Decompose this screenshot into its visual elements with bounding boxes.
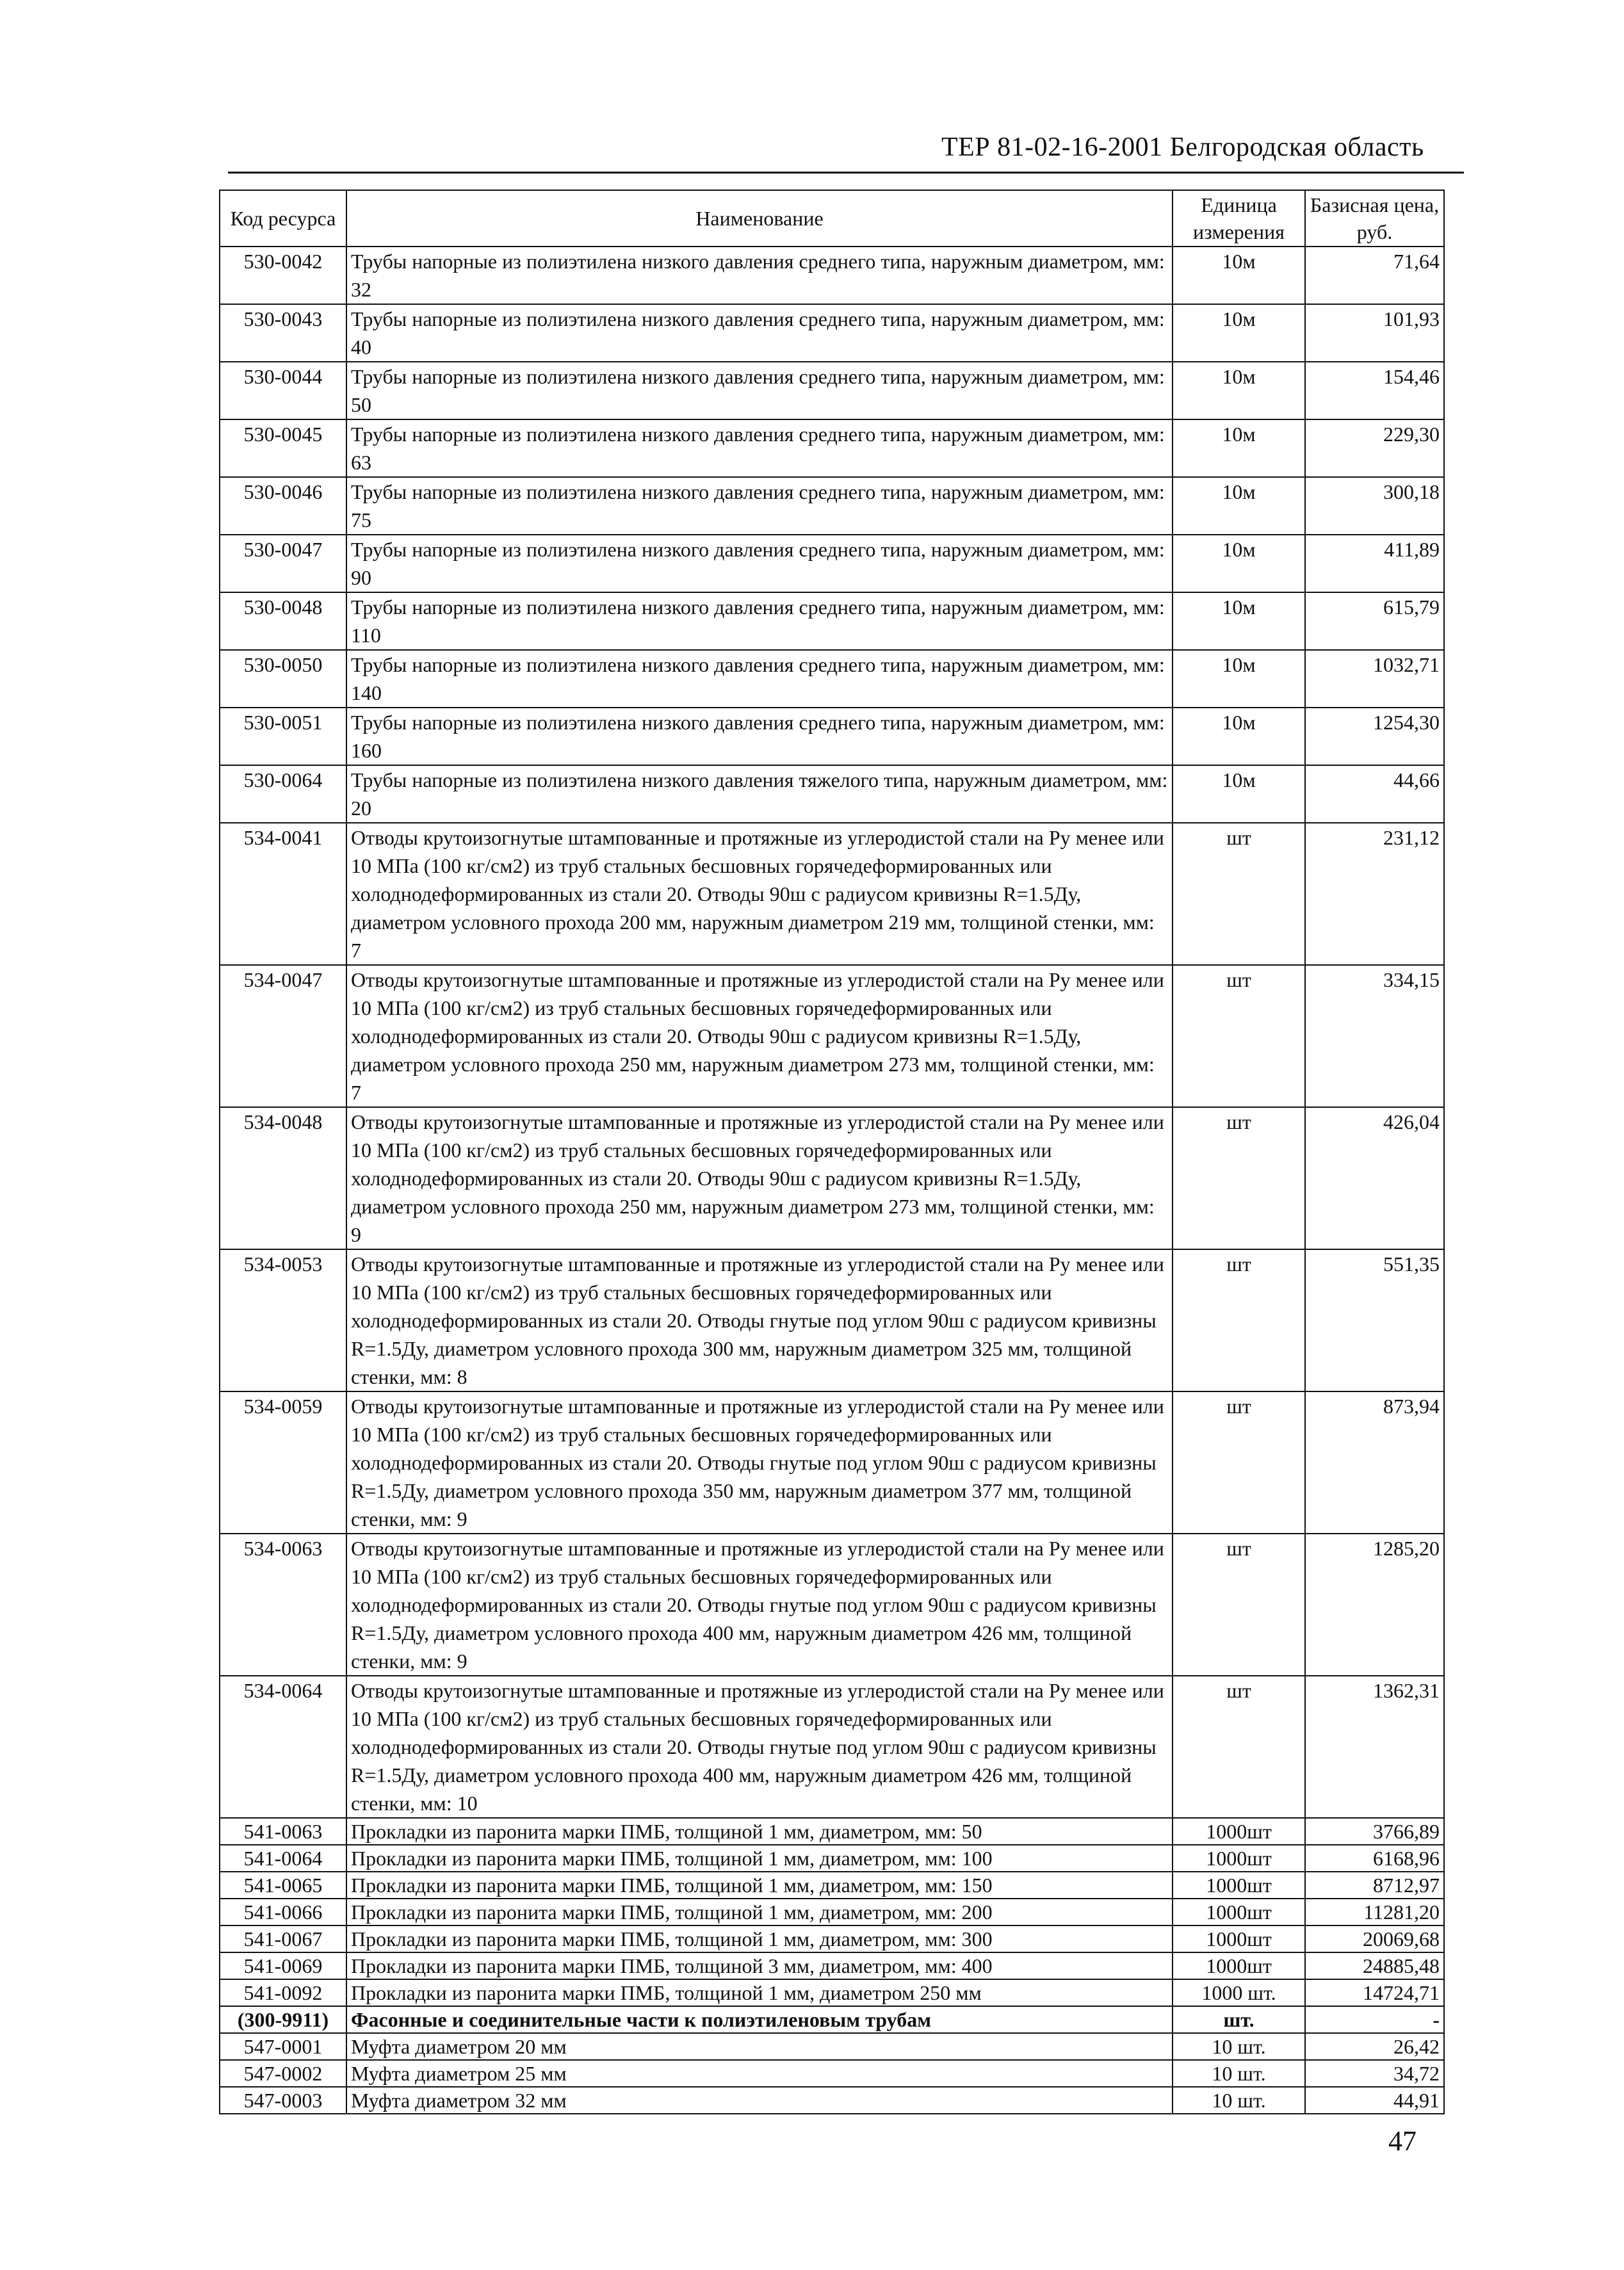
page-number: 47 [1388, 2125, 1417, 2157]
cell-price: 71,64 [1305, 247, 1444, 304]
cell-code: 530-0045 [220, 419, 346, 477]
table-row [220, 247, 1444, 304]
cell-unit: шт [1173, 1391, 1305, 1534]
cell-unit: 10м [1173, 708, 1305, 765]
cell-price: 1285,20 [1305, 1534, 1444, 1676]
table-row [220, 1979, 1444, 2006]
table-header-row [220, 190, 1444, 247]
cell-unit: шт [1173, 1249, 1305, 1391]
cell-price: 1362,31 [1305, 1676, 1444, 1818]
header-divider [228, 172, 1464, 174]
cell-name: Отводы крутоизогнутые штампованные и протяжные из углеродистой стали на Ру менее или 10 МПа (100 кг/см2) из труб стальных бесшовных горячедеформированных или холоднодеформированных из стали 20. Отводы гнутые под углом 90ш с радиусом кривизны R=1.5Ду, диаметром условного прохода 350 мм, наружным диаметром 377 мм, толщиной стенки, мм: 9 [346, 1391, 1173, 1534]
cell-unit: 1000шт [1173, 1899, 1305, 1925]
cell-code: 530-0048 [220, 592, 346, 650]
cell-price: 300,18 [1305, 477, 1444, 535]
cell-unit: 1000 шт. [1173, 1979, 1305, 2006]
column-header-code: Код ресурса [220, 190, 346, 247]
cell-unit: шт [1173, 1676, 1305, 1818]
cell-name: Муфта диаметром 25 мм [346, 2060, 1173, 2087]
cell-code: 541-0069 [220, 1952, 346, 1979]
cell-unit: 10м [1173, 592, 1305, 650]
table-row [220, 2033, 1444, 2060]
cell-name: Отводы крутоизогнутые штампованные и протяжные из углеродистой стали на Ру менее или 10 МПа (100 кг/см2) из труб стальных бесшовных горячедеформированных или холоднодеформированных из стали 20. Отводы 90ш с радиусом кривизны R=1.5Ду, диаметром условного прохода 200 мм, наружным диаметром 219 мм, толщиной стенки, мм: 7 [346, 823, 1173, 965]
table-row [220, 1391, 1444, 1534]
cell-code: 530-0046 [220, 477, 346, 535]
document-header-title: ТЕР 81-02-16-2001 Белгородская область [941, 133, 1424, 162]
cell-code: 534-0059 [220, 1391, 346, 1534]
cell-price: 6168,96 [1305, 1845, 1444, 1872]
cell-unit: 10 шт. [1173, 2087, 1305, 2114]
cell-name: Прокладки из паронита марки ПМБ, толщиной 1 мм, диаметром 250 мм [346, 1979, 1173, 2006]
cell-name: Отводы крутоизогнутые штампованные и протяжные из углеродистой стали на Ру менее или 10 МПа (100 кг/см2) из труб стальных бесшовных горячедеформированных или холоднодеформированных из стали 20. Отводы гнутые под углом 90ш с радиусом кривизны R=1.5Ду, диаметром условного прохода 400 мм, наружным диаметром 426 мм, толщиной стенки, мм: 9 [346, 1534, 1173, 1676]
cell-name: Прокладки из паронита марки ПМБ, толщиной 1 мм, диаметром, мм: 50 [346, 1818, 1173, 1845]
cell-name: Трубы напорные из полиэтилена низкого давления среднего типа, наружным диаметром, мм: 63 [346, 419, 1173, 477]
cell-name: Прокладки из паронита марки ПМБ, толщиной 1 мм, диаметром, мм: 100 [346, 1845, 1173, 1872]
cell-code: 530-0050 [220, 650, 346, 708]
cell-code: 530-0042 [220, 247, 346, 304]
cell-price: 411,89 [1305, 535, 1444, 592]
cell-code: 541-0067 [220, 1925, 346, 1952]
cell-price: 231,12 [1305, 823, 1444, 965]
cell-price: 34,72 [1305, 2060, 1444, 2087]
cell-unit: 10м [1173, 419, 1305, 477]
cell-price: 20069,68 [1305, 1925, 1444, 1952]
cell-price: 44,66 [1305, 765, 1444, 823]
cell-price: 334,15 [1305, 965, 1444, 1107]
cell-unit: 10 шт. [1173, 2060, 1305, 2087]
cell-name: Трубы напорные из полиэтилена низкого давления среднего типа, наружным диаметром, мм: 40 [346, 304, 1173, 362]
cell-name: Трубы напорные из полиэтилена низкого давления среднего типа, наружным диаметром, мм: 140 [346, 650, 1173, 708]
cell-price: 24885,48 [1305, 1952, 1444, 1979]
table-row [220, 823, 1444, 965]
cell-name: Трубы напорные из полиэтилена низкого давления среднего типа, наружным диаметром, мм: 75 [346, 477, 1173, 535]
cell-code: 530-0051 [220, 708, 346, 765]
cell-code: 547-0002 [220, 2060, 346, 2087]
cell-name: Трубы напорные из полиэтилена низкого давления среднего типа, наружным диаметром, мм: 110 [346, 592, 1173, 650]
cell-name: Отводы крутоизогнутые штампованные и протяжные из углеродистой стали на Ру менее или 10 МПа (100 кг/см2) из труб стальных бесшовных горячедеформированных или холоднодеформированных из стали 20. Отводы 90ш с радиусом кривизны R=1.5Ду, диаметром условного прохода 250 мм, наружным диаметром 273 мм, толщиной стенки, мм: 7 [346, 965, 1173, 1107]
table-row [220, 362, 1444, 419]
cell-price: 229,30 [1305, 419, 1444, 477]
cell-price: 8712,97 [1305, 1872, 1444, 1899]
cell-code: 541-0065 [220, 1872, 346, 1899]
cell-code: 530-0047 [220, 535, 346, 592]
table-row [220, 2087, 1444, 2114]
cell-unit: 10м [1173, 362, 1305, 419]
cell-code: 534-0041 [220, 823, 346, 965]
cell-name: Отводы крутоизогнутые штампованные и протяжные из углеродистой стали на Ру менее или 10 МПа (100 кг/см2) из труб стальных бесшовных горячедеформированных или холоднодеформированных из стали 20. Отводы гнутые под углом 90ш с радиусом кривизны R=1.5Ду, диаметром условного прохода 300 мм, наружным диаметром 325 мм, толщиной стенки, мм: 8 [346, 1249, 1173, 1391]
cell-unit: 10м [1173, 765, 1305, 823]
resource-price-table [219, 190, 1445, 2114]
table-row [220, 1845, 1444, 1872]
cell-price: 101,93 [1305, 304, 1444, 362]
cell-unit: 10м [1173, 650, 1305, 708]
cell-unit: шт. [1173, 2006, 1305, 2033]
cell-name: Прокладки из паронита марки ПМБ, толщиной 1 мм, диаметром, мм: 300 [346, 1925, 1173, 1952]
cell-name: Муфта диаметром 20 мм [346, 2033, 1173, 2060]
cell-unit: 1000шт [1173, 1845, 1305, 1872]
table-row [220, 304, 1444, 362]
cell-code: 541-0064 [220, 1845, 346, 1872]
cell-code: 541-0066 [220, 1899, 346, 1925]
table-body [220, 247, 1444, 2114]
cell-code: 541-0092 [220, 1979, 346, 2006]
table-row [220, 1872, 1444, 1899]
table-row [220, 650, 1444, 708]
cell-name: Трубы напорные из полиэтилена низкого давления среднего типа, наружным диаметром, мм: 50 [346, 362, 1173, 419]
table-row [220, 419, 1444, 477]
cell-price: 154,46 [1305, 362, 1444, 419]
cell-name: Трубы напорные из полиэтилена низкого давления тяжелого типа, наружным диаметром, мм: 20 [346, 765, 1173, 823]
table-row [220, 1107, 1444, 1249]
cell-code: 534-0064 [220, 1676, 346, 1818]
column-header-name: Наименование [346, 190, 1173, 247]
cell-name: Фасонные и соединительные части к полиэтиленовым трубам [346, 2006, 1173, 2033]
table-row [220, 1249, 1444, 1391]
cell-unit: 1000шт [1173, 1818, 1305, 1845]
cell-code: 547-0001 [220, 2033, 346, 2060]
cell-price: 1254,30 [1305, 708, 1444, 765]
table-row [220, 535, 1444, 592]
cell-code: 534-0048 [220, 1107, 346, 1249]
cell-code: 541-0063 [220, 1818, 346, 1845]
cell-price: 14724,71 [1305, 1979, 1444, 2006]
table-row [220, 765, 1444, 823]
cell-code: 534-0063 [220, 1534, 346, 1676]
cell-name: Муфта диаметром 32 мм [346, 2087, 1173, 2114]
table-row [220, 477, 1444, 535]
cell-price: 1032,71 [1305, 650, 1444, 708]
cell-code: 530-0064 [220, 765, 346, 823]
cell-unit: шт [1173, 965, 1305, 1107]
cell-price: 3766,89 [1305, 1818, 1444, 1845]
cell-price: 426,04 [1305, 1107, 1444, 1249]
cell-code: 534-0053 [220, 1249, 346, 1391]
section-row [220, 2006, 1444, 2033]
table-row [220, 1952, 1444, 1979]
cell-unit: 1000шт [1173, 1952, 1305, 1979]
cell-unit: 10 шт. [1173, 2033, 1305, 2060]
table-row [220, 965, 1444, 1107]
table-row [220, 592, 1444, 650]
cell-unit: шт [1173, 1107, 1305, 1249]
cell-price: 26,42 [1305, 2033, 1444, 2060]
cell-price: 615,79 [1305, 592, 1444, 650]
cell-code: 534-0047 [220, 965, 346, 1107]
cell-price: - [1305, 2006, 1444, 2033]
cell-price: 873,94 [1305, 1391, 1444, 1534]
cell-name: Прокладки из паронита марки ПМБ, толщиной 1 мм, диаметром, мм: 200 [346, 1899, 1173, 1925]
cell-code: (300-9911) [220, 2006, 346, 2033]
cell-unit: 1000шт [1173, 1925, 1305, 1952]
cell-price: 551,35 [1305, 1249, 1444, 1391]
column-header-unit: Единица измерения [1173, 190, 1305, 247]
cell-unit: 10м [1173, 247, 1305, 304]
cell-name: Отводы крутоизогнутые штампованные и протяжные из углеродистой стали на Ру менее или 10 МПа (100 кг/см2) из труб стальных бесшовных горячедеформированных или холоднодеформированных из стали 20. Отводы 90ш с радиусом кривизны R=1.5Ду, диаметром условного прохода 250 мм, наружным диаметром 273 мм, толщиной стенки, мм: 9 [346, 1107, 1173, 1249]
cell-name: Трубы напорные из полиэтилена низкого давления среднего типа, наружным диаметром, мм: 90 [346, 535, 1173, 592]
cell-unit: 1000шт [1173, 1872, 1305, 1899]
table-row [220, 1676, 1444, 1818]
column-header-price: Базисная цена, руб. [1305, 190, 1444, 247]
cell-name: Отводы крутоизогнутые штампованные и протяжные из углеродистой стали на Ру менее или 10 МПа (100 кг/см2) из труб стальных бесшовных горячедеформированных или холоднодеформированных из стали 20. Отводы гнутые под углом 90ш с радиусом кривизны R=1.5Ду, диаметром условного прохода 400 мм, наружным диаметром 426 мм, толщиной стенки, мм: 10 [346, 1676, 1173, 1818]
cell-unit: 10м [1173, 304, 1305, 362]
table-row [220, 1925, 1444, 1952]
cell-price: 44,91 [1305, 2087, 1444, 2114]
table-row [220, 2060, 1444, 2087]
cell-name: Трубы напорные из полиэтилена низкого давления среднего типа, наружным диаметром, мм: 32 [346, 247, 1173, 304]
table-row [220, 708, 1444, 765]
cell-code: 530-0043 [220, 304, 346, 362]
table-row [220, 1818, 1444, 1845]
cell-code: 547-0003 [220, 2087, 346, 2114]
cell-unit: шт [1173, 1534, 1305, 1676]
cell-name: Трубы напорные из полиэтилена низкого давления среднего типа, наружным диаметром, мм: 160 [346, 708, 1173, 765]
cell-code: 530-0044 [220, 362, 346, 419]
table-row [220, 1899, 1444, 1925]
cell-name: Прокладки из паронита марки ПМБ, толщиной 1 мм, диаметром, мм: 150 [346, 1872, 1173, 1899]
cell-unit: 10м [1173, 535, 1305, 592]
cell-unit: шт [1173, 823, 1305, 965]
cell-unit: 10м [1173, 477, 1305, 535]
cell-price: 11281,20 [1305, 1899, 1444, 1925]
cell-name: Прокладки из паронита марки ПМБ, толщиной 3 мм, диаметром, мм: 400 [346, 1952, 1173, 1979]
table-row [220, 1534, 1444, 1676]
